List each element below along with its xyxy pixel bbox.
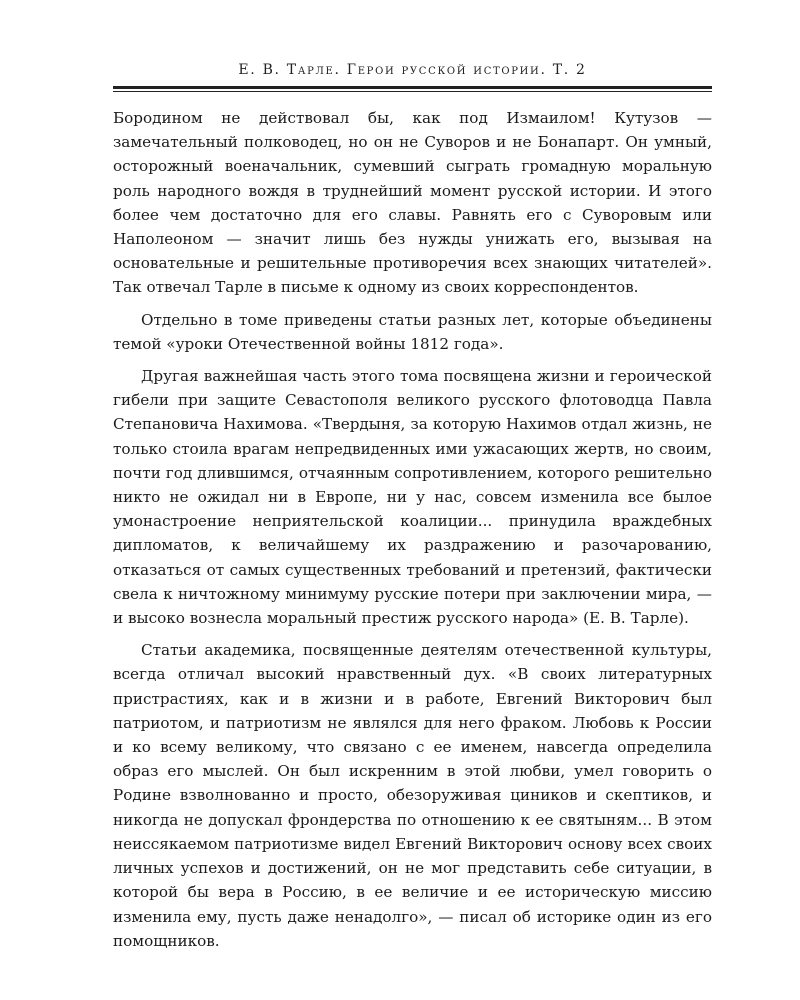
book-page (113, 62, 712, 961)
header-rule-thick (113, 86, 712, 89)
running-head: Е. В. Тарле. Герои русской истории. Т. 2 (238, 62, 587, 78)
paragraph-2: Отдельно в томе приведены статьи разных лет, которые объединены темой «уроки Отечественной войны 1812 года». (113, 310, 712, 353)
paragraph-4: Статьи академика, посвященные деятелям отечественной культуры, всегда отличал высокий нравственный дух. «В своих литературных пристрастиях, как и в жизни и в работе, Евгений Викторович был патриотом, и патриотизм не являлся для него фраком. Любовь к России и ко всему великому, что связано с ее именем, навсегда определила образ его мыслей. Он был искренним в этой любви, умел говорить о Родине взволнованно и просто, обезоруживая циников и скептиков, и никогда не допускал фрондерства по отношению к ее святыням... В этом неиссякаемом патриотизме видел Евгений Викторович основу всех своих личных успехов и достижений, он не мог представить себе ситуации, в которой бы вера в Россию, в ее величие и ее историческую миссию изменила ему, пусть даже ненадолго», — писал об историке один из его помощников. (113, 641, 712, 950)
body-text (113, 106, 712, 953)
paragraph-3: Другая важнейшая часть этого тома посвящена жизни и героической гибели при защите Севастополя великого русского флотоводца Павла Степановича Нахимова. «Твердыня, за которую Нахимов отдал жизнь, не только стоила врагам непредвиденных ими ужасающих жертв, но своим, почти год длившимся, отчаянным сопротивлением, которого решительно никто не ожидал ни в Европе, ни у нас, совсем изменила все былое умонастроение неприятельской коалиции... принудила враждебных дипломатов, к величайшему их раздражению и разочарованию, отказаться от самых существенных требований и претензий, фактически свела к ничтожному минимуму русские потери при заключении мира, — и высоко вознесла моральный престиж русского народа» (Е. В. Тарле). (113, 367, 712, 628)
paragraph-1: Бородином не действовал бы, как под Измаилом! Кутузов — замечательный полководец, но он не Суворов и не Бонапарт. Он умный, осторожный военачальник, сумевший сыграть громадную моральную роль народного вождя в труднейший момент русской истории. И этого более чем достаточно для его славы. Равнять его с Суворовым или Наполеоном — значит лишь без нужды унижать его, вызывая на основательные и решительные противоречия всех знающих читателей». Так отвечал Тарле в письме к одному из своих корреспондентов. (113, 109, 712, 297)
header-rule-thin (113, 91, 712, 92)
